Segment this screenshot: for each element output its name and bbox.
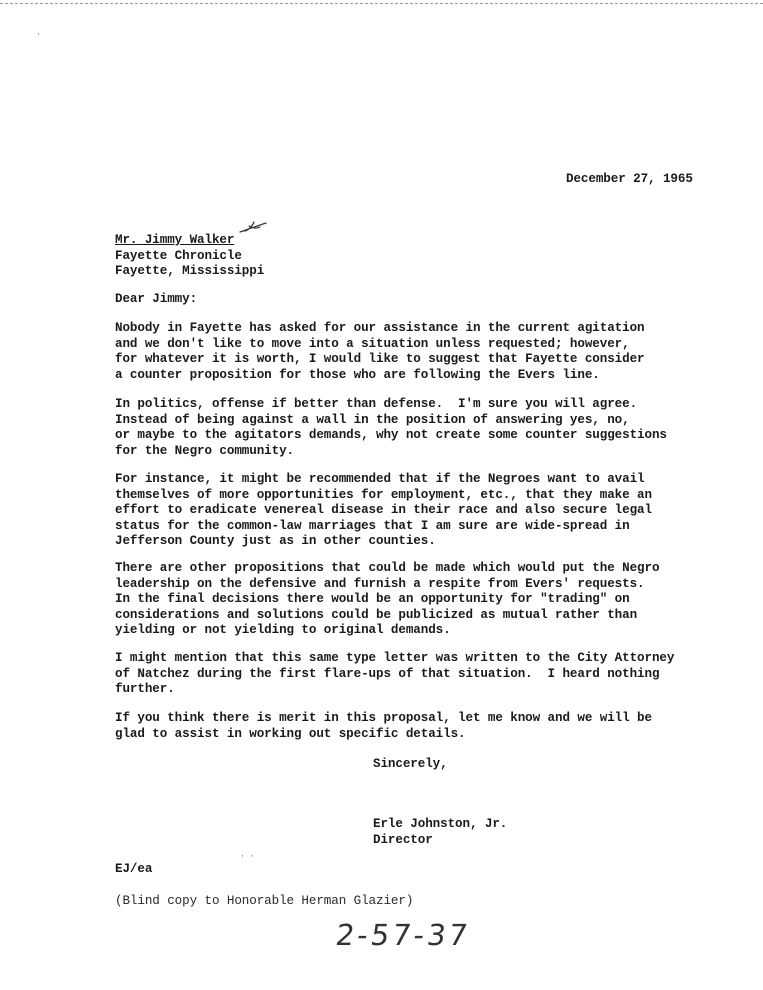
handwritten-check-mark-icon: [236, 218, 274, 238]
body-paragraph: There are other propositions that could be made which would put the Negro leadership on the defensive and furnish a respite from Evers' requests. In the final decisions there would be an opportunity for "trading" on considerations and solutions could be publicized as mutual rather than yielding or not yielding to original demands.: [115, 561, 660, 637]
handwritten-file-number: 2-57-37: [333, 918, 473, 952]
letter-date: December 27, 1965: [566, 172, 693, 186]
recipient-name: Mr. Jimmy Walker: [115, 233, 235, 247]
recipient-location: Fayette, Mississippi: [115, 264, 265, 278]
signer-name: Erle Johnston, Jr.: [373, 817, 508, 831]
body-paragraph: Nobody in Fayette has asked for our assistance in the current agitation and we don't like to move into a situation unless requested; however, for whatever it is worth, I would like to suggest that Fayette consider a counter proposition for those who are following the Evers line.: [115, 321, 645, 382]
recipient-organization: Fayette Chronicle: [115, 248, 242, 263]
scan-speck: · ·: [240, 852, 255, 861]
body-paragraph: For instance, it might be recommended that if the Negroes want to avail themselves of more opportunities for employment, etc., that they make an effort to eradicate venereal disease in their race and also secure legal status for the common-law marriages that I am sure are wide-spread in Jefferson County just as in other counties.: [115, 472, 652, 548]
top-edge-rule: [0, 3, 763, 4]
blind-copy-note: (Blind copy to Honorable Herman Glazier): [115, 894, 414, 908]
typist-initials: EJ/ea: [115, 862, 153, 876]
body-paragraph: In politics, offense if better than defense. I'm sure you will agree. Instead of being against a wall in the position of answering yes, no, or maybe to the agitators demands, why not create some counter suggestions for the Negro community.: [115, 397, 667, 458]
salutation: Dear Jimmy:: [115, 292, 198, 306]
body-paragraph: I might mention that this same type letter was written to the City Attorney of Natchez during the first flare-ups of that situation. I heard nothing further.: [115, 651, 675, 696]
body-paragraph: If you think there is merit in this proposal, let me know and we will be glad to assist in working out specific details.: [115, 711, 652, 741]
signature-block: [373, 817, 507, 848]
closing: Sincerely,: [373, 757, 448, 771]
scan-speck: ·: [36, 30, 41, 39]
recipient-block: [115, 233, 264, 280]
signer-title: Director: [373, 832, 433, 847]
